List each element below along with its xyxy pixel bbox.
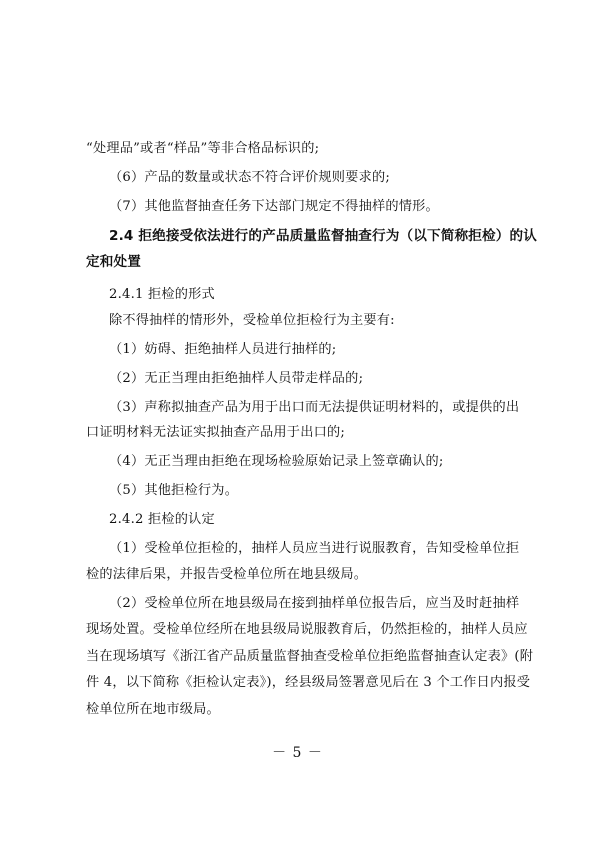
section-heading-2-4-line-2: 定和处置 bbox=[86, 254, 141, 270]
page-number: － 5 － bbox=[272, 745, 323, 761]
text-line-3: （7）其他监督抽查任务下达部门规定不得抽样的情形。 bbox=[109, 199, 439, 214]
text-line-7: 除不得抽样的情形外，受检单位拒检行为主要有: bbox=[109, 313, 395, 328]
section-heading-2-4-line-1: 2.4 拒绝接受依法进行的产品质量监督抽查行为（以下简称拒检）的认 bbox=[109, 228, 537, 244]
text-line-19: 当在现场填写《浙江省产品质量监督抽查受检单位拒绝监督抽查认定表》(附 bbox=[86, 649, 534, 664]
text-line-1: “处理品”或者“样品”等非合格品标识的; bbox=[86, 141, 320, 156]
text-line-20: 件 4，以下简称《拒检认定表》)，经县级局签署意见后在 3 个工作日内报受 bbox=[86, 675, 531, 690]
subsection-heading-2-4-1: 2.4.1 拒检的形式 bbox=[109, 287, 215, 302]
text-line-10: （3）声称拟抽查产品为用于出口而无法提供证明材料的，或提供的出 bbox=[109, 400, 520, 415]
text-line-9: （2）无正当理由拒绝抽样人员带走样品的; bbox=[109, 371, 364, 386]
text-line-13: （5）其他拒检行为。 bbox=[109, 483, 239, 498]
text-line-21: 检单位所在地市级局。 bbox=[86, 702, 220, 717]
text-line-17: （2）受检单位所在地县级局在接到抽样单位报告后，应当及时赶抽样 bbox=[109, 596, 520, 611]
text-line-12: （4）无正当理由拒绝在现场检验原始记录上签章确认的; bbox=[109, 454, 444, 469]
text-line-16: 检的法律后果，并报告受检单位所在地县级局。 bbox=[86, 567, 368, 582]
subsection-heading-2-4-2: 2.4.2 拒检的认定 bbox=[109, 512, 215, 527]
text-line-11: 口证明材料无法证实拟抽查产品用于出口的; bbox=[86, 425, 346, 440]
text-line-2: （6）产品的数量或状态不符合评价规则要求的; bbox=[109, 170, 390, 185]
text-line-15: （1）受检单位拒检的，抽样人员应当进行说服教育，告知受检单位拒 bbox=[109, 541, 520, 556]
text-line-8: （1）妨碍、拒绝抽样人员进行抽样的; bbox=[109, 342, 337, 357]
text-line-18: 现场处置。受检单位经所在地县级局说服教育后，仍然拒检的，抽样人员应 bbox=[86, 622, 528, 637]
